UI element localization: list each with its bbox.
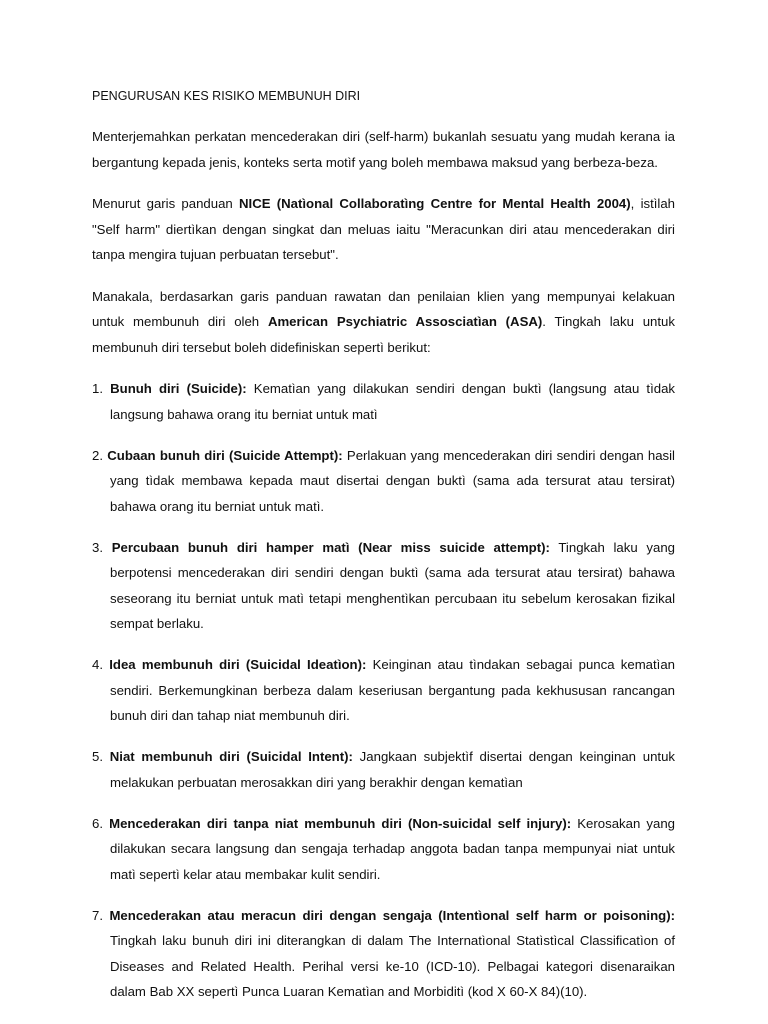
list-item-term: Percubaan bunuh diri hamper matì (Near miss suicide attempt):	[111, 539, 550, 555]
list-item-term: Mencederakan diri tanpa niat membunuh diri (Non-suicidal self injury):	[109, 815, 572, 831]
paragraph-asa-guideline	[92, 284, 675, 361]
list-item	[92, 903, 675, 1005]
list-item-term: Cubaan bunuh diri (Suicide Attempt):	[107, 447, 343, 463]
list-item-number: 6.	[92, 815, 103, 831]
list-item-number: 2.	[92, 447, 103, 463]
list-item-number: 4.	[92, 657, 103, 672]
list-item	[92, 652, 675, 729]
list-item-number: 5.	[92, 749, 103, 764]
list-item-text: Keinginan atau tìndakan sebagai punca kematìan sendiri. Berkemungkinan berbeza dalam keseriusan bergantung pada kekhususan rancangan bunuh diri dan tahap niat membunuh diri.	[110, 657, 676, 723]
paragraph-nice-guideline	[92, 191, 675, 268]
paragraph-self-harm-definition: Menterjemahkan perkatan mencederakan diri (self-harm) bukanlah sesuatu yang mudah kerana ia bergantung kepada jenis, konteks serta motìf yang boleh membawa maksud yang berbeza-beza.	[92, 129, 675, 170]
list-item	[92, 376, 675, 427]
list-item	[92, 744, 675, 795]
nice-definition-text: , istìlah "Self harm" diertìkan dengan singkat dan meluas iaitu "Meracunkan diri atau mencederakan diri tanpa mengira tujuan perbuatan tersebut".	[92, 196, 676, 262]
list-item-text: Jangkaan subjektìf disertai dengan keinginan untuk melakukan perbuatan merosakkan diri yang berakhir dengan kematìan	[110, 749, 676, 790]
list-item-number: 7.	[92, 907, 103, 923]
asa-followup-text: . Tingkah laku untuk membunuh diri tersebut boleh didefiniskan sepertì berikut:	[92, 314, 675, 355]
asa-source-text: American Psychiatric Assosciatìan (ASA)	[267, 314, 543, 329]
list-item-term: Mencederakan atau meracun diri dengan sengaja (Intentìonal self harm or poisoning):	[109, 907, 675, 923]
document-page	[92, 86, 675, 1020]
list-item-text: Kematìan yang dilakukan sendiri dengan buktì (langsung atau tìdak langsung bahawa orang itu berniat untuk matì	[110, 381, 676, 422]
list-item-term: Bunuh diri (Suicide):	[110, 381, 247, 396]
nice-intro-text: Menurut garis panduan	[92, 196, 239, 211]
document-title: PENGURUSAN KES RISIKO MEMBUNUH DIRI	[92, 89, 361, 103]
list-item	[92, 535, 675, 637]
list-item	[92, 443, 675, 520]
definition-list	[92, 376, 675, 1005]
list-item	[92, 811, 675, 888]
list-item-number: 3.	[92, 539, 103, 555]
list-item-term: Niat membunuh diri (Suicidal Intent):	[109, 749, 353, 764]
list-item-number: 1.	[92, 381, 103, 396]
list-item-text: Kerosakan yang dilakukan secara langsung dan sengaja terhadap anggota badan tanpa mempunyai niat untuk matì sepertì kelar atau membakar kulit sendiri.	[110, 815, 675, 882]
list-item-text: Tingkah laku yang berpotensi mencederakan diri sendiri dengan buktì (sama ada tersurat atau tersirat) bahawa seseorang itu berniat untuk matì tetapi menghentìkan percubaan itu sebelum kerosakan fizikal sempat berlaku.	[110, 539, 675, 631]
asa-intro-text: Manakala, berdasarkan garis panduan rawatan dan penilaian klien yang mempunyai kelakuan untuk membunuh diri oleh	[92, 288, 675, 329]
list-item-text: Tingkah laku bunuh diri ini diterangkan di dalam The Internatìonal Statìstìcal Classificatìon of Diseases and Related Health. Perihal versi ke-10 (ICD-10). Pelbagai kategori disenaraikan dalam Bab XX sepertì Punca Luaran Kematìan and Morbiditì (kod X 60-X 84)(10).	[110, 933, 675, 999]
list-item-term: Idea membunuh diri (Suicidal Ideatìon):	[109, 657, 367, 672]
list-item-text: Perlakuan yang mencederakan diri sendiri dengan hasil yang tìdak membawa kepada maut disertai dengan buktì (sama ada tersurat atau tersirat) bahawa orang itu berniat untuk matì.	[110, 447, 675, 514]
nice-source-text: NICE (Natìonal Collaboratìng Centre for Mental Health 2004)	[239, 196, 631, 211]
